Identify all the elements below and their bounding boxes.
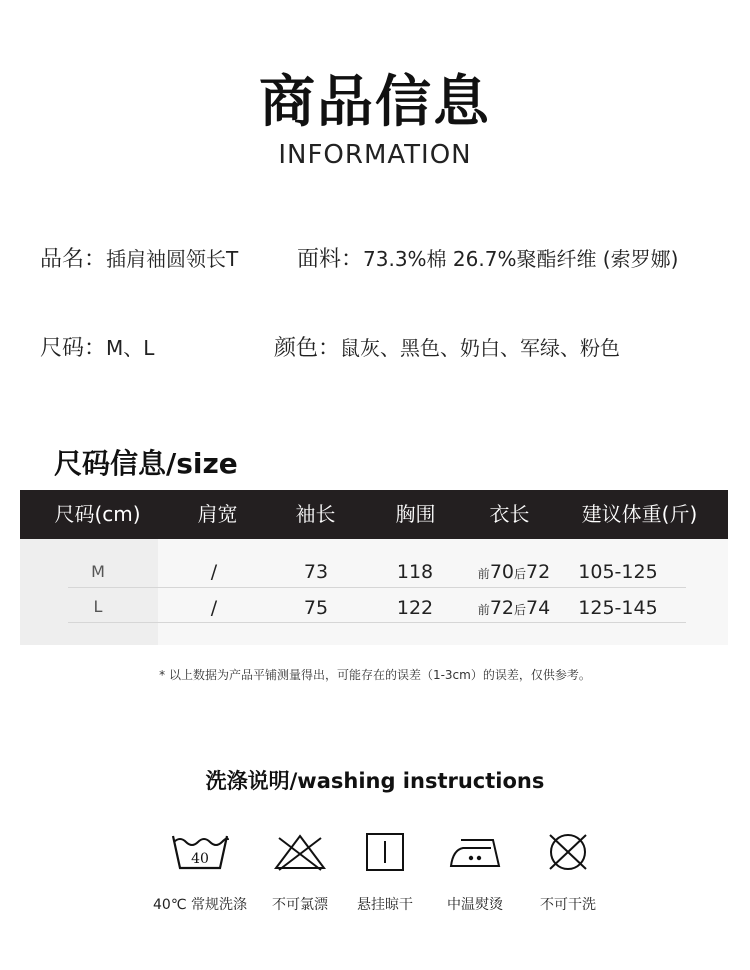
page-subtitle: INFORMATION — [278, 140, 472, 170]
size-label: 尺码： — [40, 336, 107, 361]
material-label: 面料： — [297, 247, 364, 272]
header-size: 尺码(cm) — [54, 502, 141, 526]
table-cell-shoulder: / — [210, 597, 218, 619]
table-cell-weight: 105-125 — [578, 561, 658, 583]
wash-label: 悬挂晾干 — [357, 897, 413, 913]
page-title: 商品信息 — [259, 70, 491, 135]
header-sleeve: 袖长 — [295, 502, 336, 526]
hang-dry-icon — [365, 832, 405, 872]
product-name-value: 插肩袖圆领长T — [106, 247, 239, 271]
table-cell-chest: 118 — [396, 561, 434, 583]
table-cell-sleeve: 75 — [303, 597, 329, 619]
no-bleach-icon — [272, 832, 328, 872]
washing-heading: 洗涤说明/washing instructions — [205, 769, 545, 793]
row-divider — [68, 587, 686, 588]
header-chest: 胸围 — [395, 502, 436, 526]
size-table-header — [20, 490, 728, 539]
size-value: M、L — [106, 336, 155, 360]
size-row — [40, 331, 154, 362]
size-table-body — [20, 539, 728, 645]
header-weight: 建议体重(斤) — [581, 502, 698, 526]
table-cell-shoulder: / — [210, 561, 218, 583]
table-cell-length: 前70后72 — [477, 561, 551, 583]
table-cell-sleeve: 73 — [303, 561, 329, 583]
product-name-label: 品名： — [40, 247, 107, 272]
table-cell-size: M — [91, 562, 105, 581]
size-section-heading: 尺码信息/size — [54, 447, 238, 480]
wash-label: 不可氯漂 — [272, 897, 328, 913]
wash-label: 40℃ 常规洗涤 — [153, 897, 247, 913]
wash-label: 不可干洗 — [540, 897, 596, 913]
product-name-row — [40, 242, 238, 273]
header-shoulder: 肩宽 — [197, 502, 238, 526]
color-row — [274, 331, 620, 362]
row-divider — [68, 622, 686, 623]
table-cell-weight: 125-145 — [578, 597, 658, 619]
wash-40-icon — [170, 832, 230, 872]
wash-label: 中温熨烫 — [447, 897, 503, 913]
measurement-note: * 以上数据为产品平铺测量得出，可能存在的误差（1-3cm）的误差，仅供参考。 — [159, 668, 591, 682]
table-cell-chest: 122 — [396, 597, 434, 619]
material-value: 73.3%棉 26.7%聚酯纤维 (索罗娜) — [363, 247, 679, 271]
color-value: 鼠灰、黑色、奶白、军绿、粉色 — [340, 336, 621, 360]
svg-text:40: 40 — [191, 851, 209, 867]
wash-item — [513, 832, 623, 914]
no-wash-icon — [544, 832, 592, 872]
color-label: 颜色： — [274, 336, 341, 361]
material-row — [297, 242, 678, 273]
table-cell-size: L — [93, 597, 103, 616]
medium-iron-icon — [447, 832, 503, 872]
wash-item — [145, 832, 255, 914]
table-cell-length: 前72后74 — [477, 597, 551, 619]
size-column-background — [20, 539, 158, 645]
header-length: 衣长 — [489, 502, 530, 526]
